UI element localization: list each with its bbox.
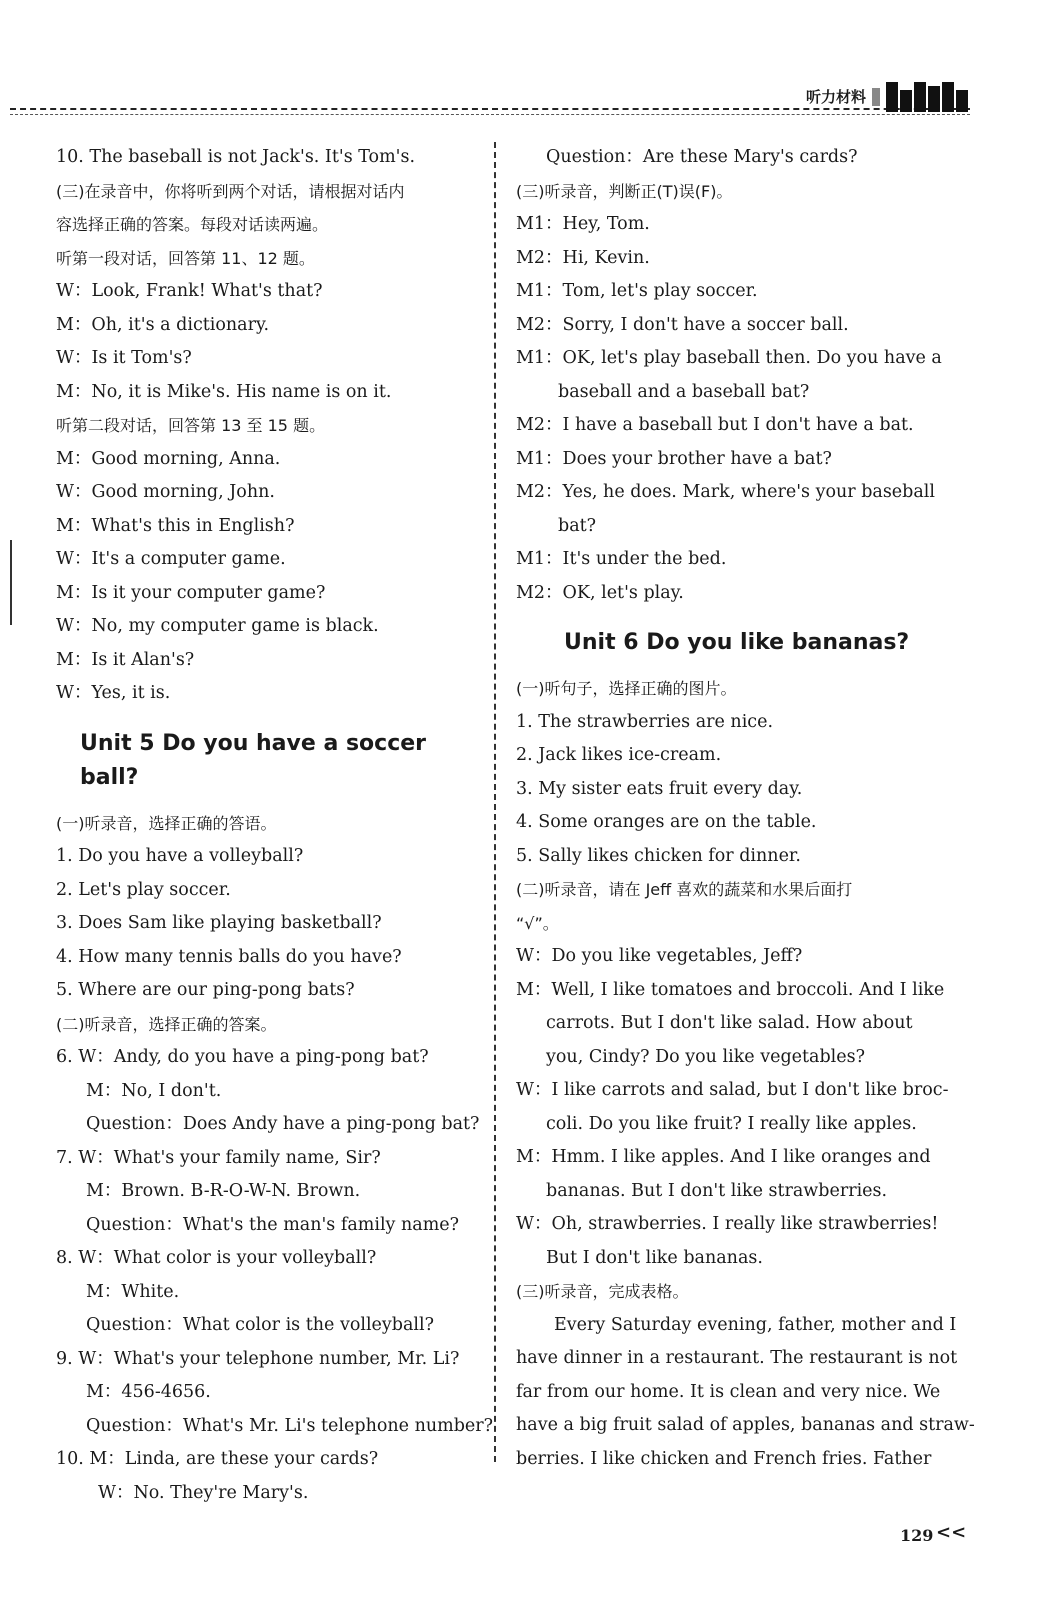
text-line: M1：OK, let's play baseball then. Do you have a: [516, 348, 942, 368]
text-line: 8. W：What color is your volleyball?: [56, 1248, 377, 1268]
text-line: Question：What's the man's family name?: [86, 1214, 460, 1235]
text-line: M：Oh, it's a dictionary.: [56, 314, 270, 335]
text-line: 6. W：Andy, do you have a ping-pong bat?: [56, 1047, 429, 1067]
text-line: M：Brown. B-R-O-W-N. Brown.: [86, 1181, 361, 1201]
margin-mark: [10, 540, 12, 625]
chevron-left-icon: <<: [936, 1522, 967, 1543]
text-line: (二)听录音，选择正确的答案。: [56, 1014, 277, 1034]
page-number: 129: [900, 1526, 934, 1545]
text-line: M1：Tom, let's play soccer.: [516, 281, 758, 301]
right-column: [516, 141, 975, 1476]
text-line: you, Cindy? Do you like vegetables?: [546, 1046, 865, 1067]
text-line: M2：Hi, Kevin.: [516, 247, 650, 268]
text-line: (三)在录音中，你将听到两个对话，请根据对话内: [56, 181, 405, 201]
text-line: M2：Sorry, I don't have a soccer ball.: [516, 314, 849, 335]
text-line: (一)听录音，选择正确的答语。: [56, 813, 277, 833]
text-line: M：What's this in English?: [56, 515, 295, 536]
text-line: Every Saturday evening, father, mother and I: [554, 1314, 957, 1335]
text-line: 2. Let's play soccer.: [56, 879, 231, 900]
text-line: far from our home. It is clean and very nice. We: [516, 1381, 941, 1402]
unit-title: Unit 5 Do you have a soccer ball?: [80, 730, 427, 790]
text-line: W：Do you like vegetables, Jeff?: [516, 946, 803, 966]
text-line: W：No, my computer game is black.: [56, 616, 379, 636]
text-line: M：White.: [86, 1281, 180, 1302]
text-line: (三)听录音，判断正(T)误(F)。: [516, 181, 733, 201]
text-line: 1. The strawberries are nice.: [516, 711, 774, 732]
column-divider: [494, 142, 496, 1462]
text-line: M：456-4656.: [86, 1382, 211, 1402]
header-rule: [10, 108, 970, 110]
text-line: 10. M：Linda, are these your cards?: [56, 1449, 379, 1469]
left-column: [56, 141, 494, 1510]
text-line: 5. Where are our ping-pong bats?: [56, 980, 355, 1000]
text-line: 3. Does Sam like playing basketball?: [56, 913, 382, 933]
text-line: 4. How many tennis balls do you have?: [56, 946, 402, 967]
text-line: 2. Jack likes ice-cream.: [516, 745, 722, 765]
text-line: 9. W：What's your telephone number, Mr. Li?: [56, 1348, 460, 1369]
text-line: 听第二段对话，回答第 13 至 15 题。: [56, 416, 326, 435]
text-line: carrots. But I don't like salad. How about: [546, 1013, 913, 1033]
text-line: W：Is it Tom's?: [56, 348, 192, 368]
text-line: M：No, it is Mike's. His name is on it.: [56, 381, 392, 402]
text-line: 3. My sister eats fruit every day.: [516, 778, 803, 799]
text-line: coli. Do you like fruit? I really like apples.: [546, 1113, 917, 1134]
text-line: (二)听录音，请在 Jeff 喜欢的蔬菜和水果后面打: [516, 880, 853, 899]
text-line: 10. The baseball is not Jack's. It's Tom's.: [56, 147, 416, 167]
text-line: M：Well, I like tomatoes and broccoli. And I like: [516, 979, 945, 1000]
header-rule-secondary: [10, 114, 970, 115]
text-line: But I don't like bananas.: [546, 1247, 763, 1268]
text-line: 1. Do you have a volleyball?: [56, 846, 304, 866]
text-line: Question：Does Andy have a ping-pong bat?: [86, 1114, 480, 1134]
text-line: Question：What's Mr. Li's telephone number?: [86, 1415, 494, 1436]
text-line: W：Good morning, John.: [56, 482, 275, 502]
text-line: M：Is it your computer game?: [56, 582, 326, 603]
text-line: M2：Yes, he does. Mark, where's your baseball: [516, 482, 935, 502]
text-line: bat?: [558, 515, 597, 536]
text-line: M：Is it Alan's?: [56, 649, 195, 670]
text-line: berries. I like chicken and French fries. Father: [516, 1448, 932, 1469]
unit-title: Unit 6 Do you like bananas?: [564, 630, 910, 655]
text-line: M：Good morning, Anna.: [56, 448, 281, 469]
text-line: W：Oh, strawberries. I really like strawberries!: [516, 1214, 939, 1234]
text-line: “√”。: [516, 913, 559, 933]
text-line: Question：Are these Mary's cards?: [546, 147, 858, 167]
text-line: 5. Sally likes chicken for dinner.: [516, 845, 801, 866]
text-line: 4. Some oranges are on the table.: [516, 812, 817, 832]
text-line: have dinner in a restaurant. The restaurant is not: [516, 1348, 958, 1368]
text-line: 听第一段对话，回答第 11、12 题。: [56, 248, 315, 268]
text-line: M1：Hey, Tom.: [516, 214, 650, 234]
text-line: Question：What color is the volleyball?: [86, 1315, 435, 1335]
text-line: M：No, I don't.: [86, 1080, 222, 1101]
text-line: W：It's a computer game.: [56, 549, 286, 569]
logo-icon: [886, 78, 970, 112]
text-line: W：Look, Frank! What's that?: [56, 281, 323, 301]
text-line: (一)听句子，选择正确的图片。: [516, 679, 737, 698]
text-line: 7. W：What's your family name, Sir?: [56, 1147, 381, 1168]
header-mark-icon: [872, 88, 880, 106]
text-line: (三)听录音，完成表格。: [516, 1282, 689, 1301]
text-line: 容选择正确的答案。每段对话读两遍。: [56, 215, 329, 234]
text-line: M2：OK, let's play.: [516, 582, 684, 603]
text-line: M1：It's under the bed.: [516, 549, 727, 569]
text-line: W：No. They're Mary's.: [98, 1482, 309, 1503]
text-line: have a big fruit salad of apples, bananas and straw-: [516, 1415, 975, 1435]
text-line: M：Hmm. I like apples. And I like oranges and: [516, 1147, 931, 1167]
text-line: W：I like carrots and salad, but I don't like broc-: [516, 1080, 949, 1100]
text-line: M2：I have a baseball but I don't have a bat.: [516, 415, 914, 435]
text-line: M1：Does your brother have a bat?: [516, 448, 832, 469]
page-header: [10, 78, 970, 118]
header-title: 听力材料: [802, 86, 870, 107]
text-line: bananas. But I don't like strawberries.: [546, 1180, 888, 1201]
text-line: W：Yes, it is.: [56, 683, 171, 703]
text-line: baseball and a baseball bat?: [558, 381, 810, 402]
